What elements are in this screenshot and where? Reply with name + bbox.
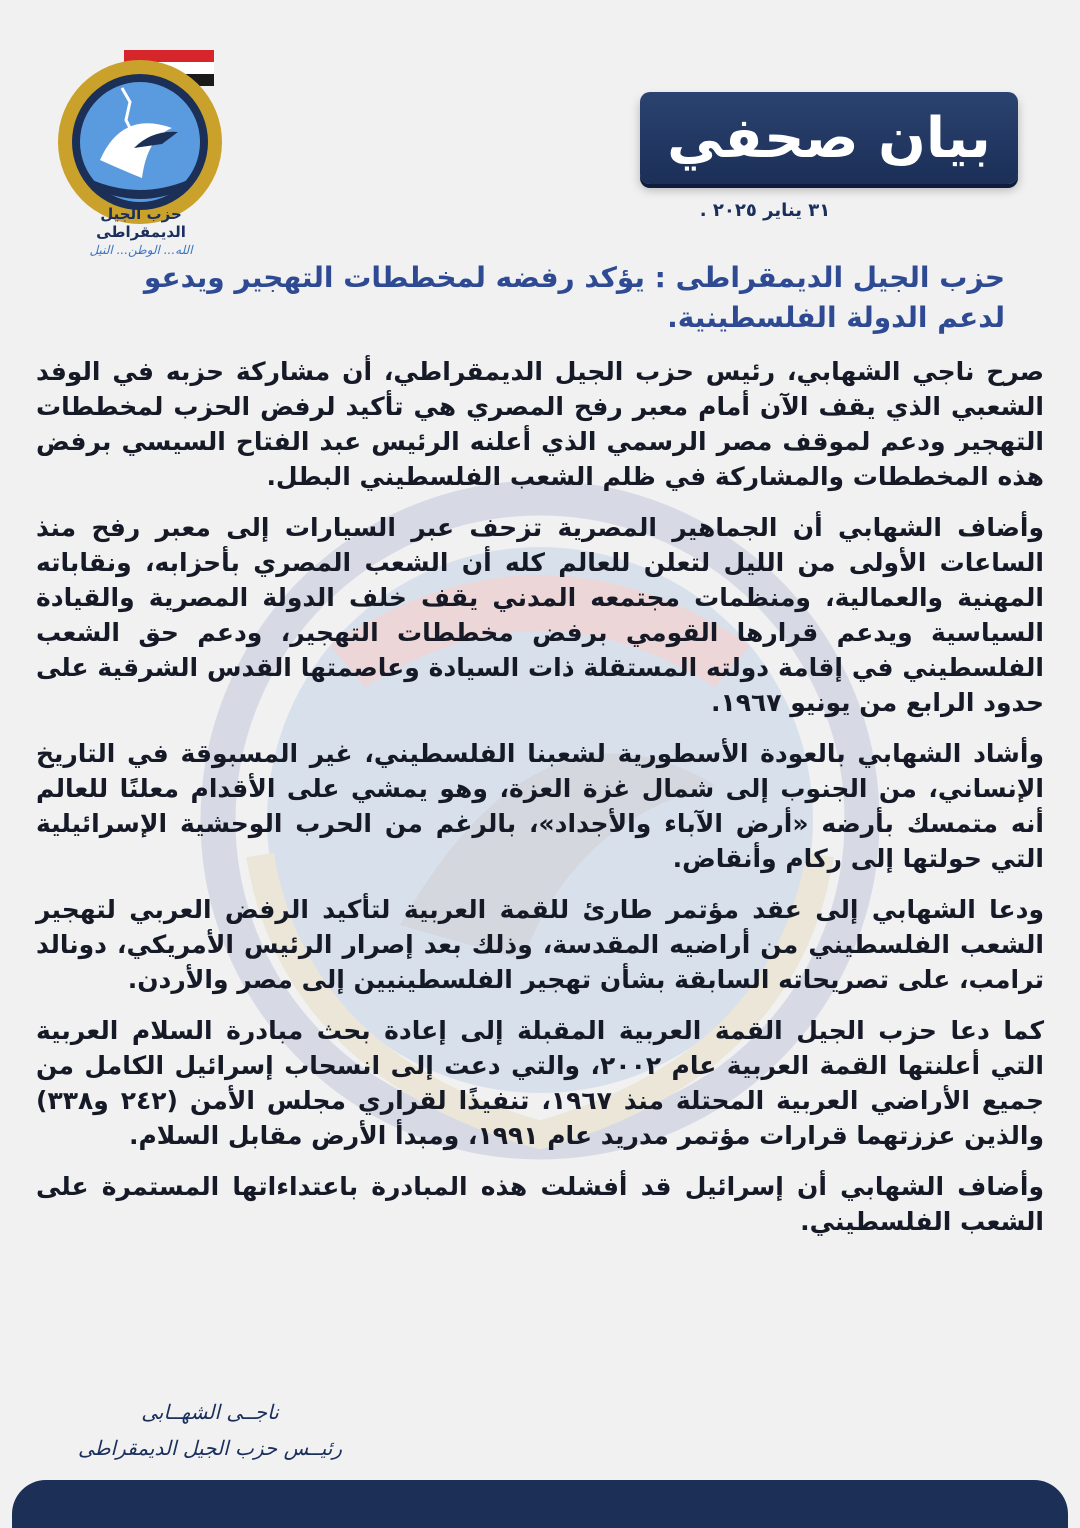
release-date: ٣١ يناير ٢٠٢٥ . bbox=[699, 200, 831, 221]
article-body bbox=[36, 354, 1044, 1255]
paragraph: وأضاف الشهابي أن الجماهير المصرية تزحف عبر السيارات إلى معبر رفح منذ الساعات الأولى من الليل لتعلن للعالم كله أن الشعب المصري بأحزابه، ونقاباته المهنية والعمالية، ومنظمات مجتمعه المدني يقف خلف الدولة المصرية والقيادة السياسية ويدعم قرارها القومي برفض مخططات التهجير، ودعم حق الشعب الفلسطيني في إقامة دولته المستقلة ذات السيادة وعاصمتها القدس الشرقية على حدود الرابع من يونيو ١٩٦٧. bbox=[36, 513, 1044, 717]
logo-party-name: حزب الجيل الديمقراطى bbox=[96, 205, 186, 241]
paragraph: صرح ناجي الشهابي، رئيس حزب الجيل الديمقراطي، أن مشاركة حزبه في الوفد الشعبي الذي يقف الآن أمام معبر رفح المصري هي تأكيد لرفض الحزب لمخططات التهجير ودعم لموقف مصر الرسمي الذي أعلنه الرئيس عبد الفتاح السيسي برفض هذه المخططات والمشاركة في ظلم الشعب الفلسطيني البطل. bbox=[36, 357, 1044, 491]
paragraph: وأشاد الشهابي بالعودة الأسطورية لشعبنا الفلسطيني، غير المسبوقة في التاريخ الإنساني، من الجنوب إلى شمال غزة العزة، وهو يمشي على الأقدام معلنًا للعالم أنه متمسك بأرضه «أرض الآباء والأجداد»، بالرغم من الحرب الوحشية الإسرائيلية التي حولتها إلى ركام وأنقاض. bbox=[36, 739, 1044, 873]
logo-caption bbox=[66, 205, 216, 257]
footer-bar bbox=[12, 1480, 1068, 1528]
headline: حزب الجيل الديمقراطى : يؤكد رفضه لمخططات التهجير ويدعو لدعم الدولة الفلسطينية. bbox=[143, 261, 1005, 334]
paragraph: وأضاف الشهابي أن إسرائيل قد أفشلت هذه المبادرة باعتداءاتها المستمرة على الشعب الفلسطيني. bbox=[36, 1172, 1044, 1236]
logo-slogan: الله... الوطن... النيل bbox=[89, 243, 193, 257]
signature-name: ناجــى الشهــابى bbox=[141, 1400, 279, 1424]
signature bbox=[60, 1400, 360, 1460]
paragraph: كما دعا حزب الجيل القمة العربية المقبلة إلى إعادة بحث مبادرة السلام العربية التي أعلنتها القمة العربية عام ٢٠٠٢، والتي دعت إلى انسحاب إسرائيل الكامل من جميع الأراضي العربية المحتلة منذ ١٩٦٧، تنفيذًا لقراري مجلس الأمن (٢٤٢ و٣٣٨) والذين عززتهما قرارات مؤتمر مدريد عام ١٩٩١، ومبدأ الأرض مقابل السلام. bbox=[36, 1016, 1044, 1150]
paragraph: ودعا الشهابي إلى عقد مؤتمر طارئ للقمة العربية لتأكيد الرفض العربي لتهجير الشعب الفلسطيني من أراضيه المقدسة، وذلك بعد إصرار الرئيس الأمريكي، دونالد ترامب، على تصريحاته السابقة بشأن تهجير الفلسطينيين إلى مصر والأردن. bbox=[36, 895, 1044, 994]
press-release-banner bbox=[640, 92, 1018, 184]
signature-title: رئيــس حزب الجيل الديمقراطى bbox=[77, 1436, 343, 1460]
banner-title: بيان صحفي bbox=[667, 105, 991, 171]
